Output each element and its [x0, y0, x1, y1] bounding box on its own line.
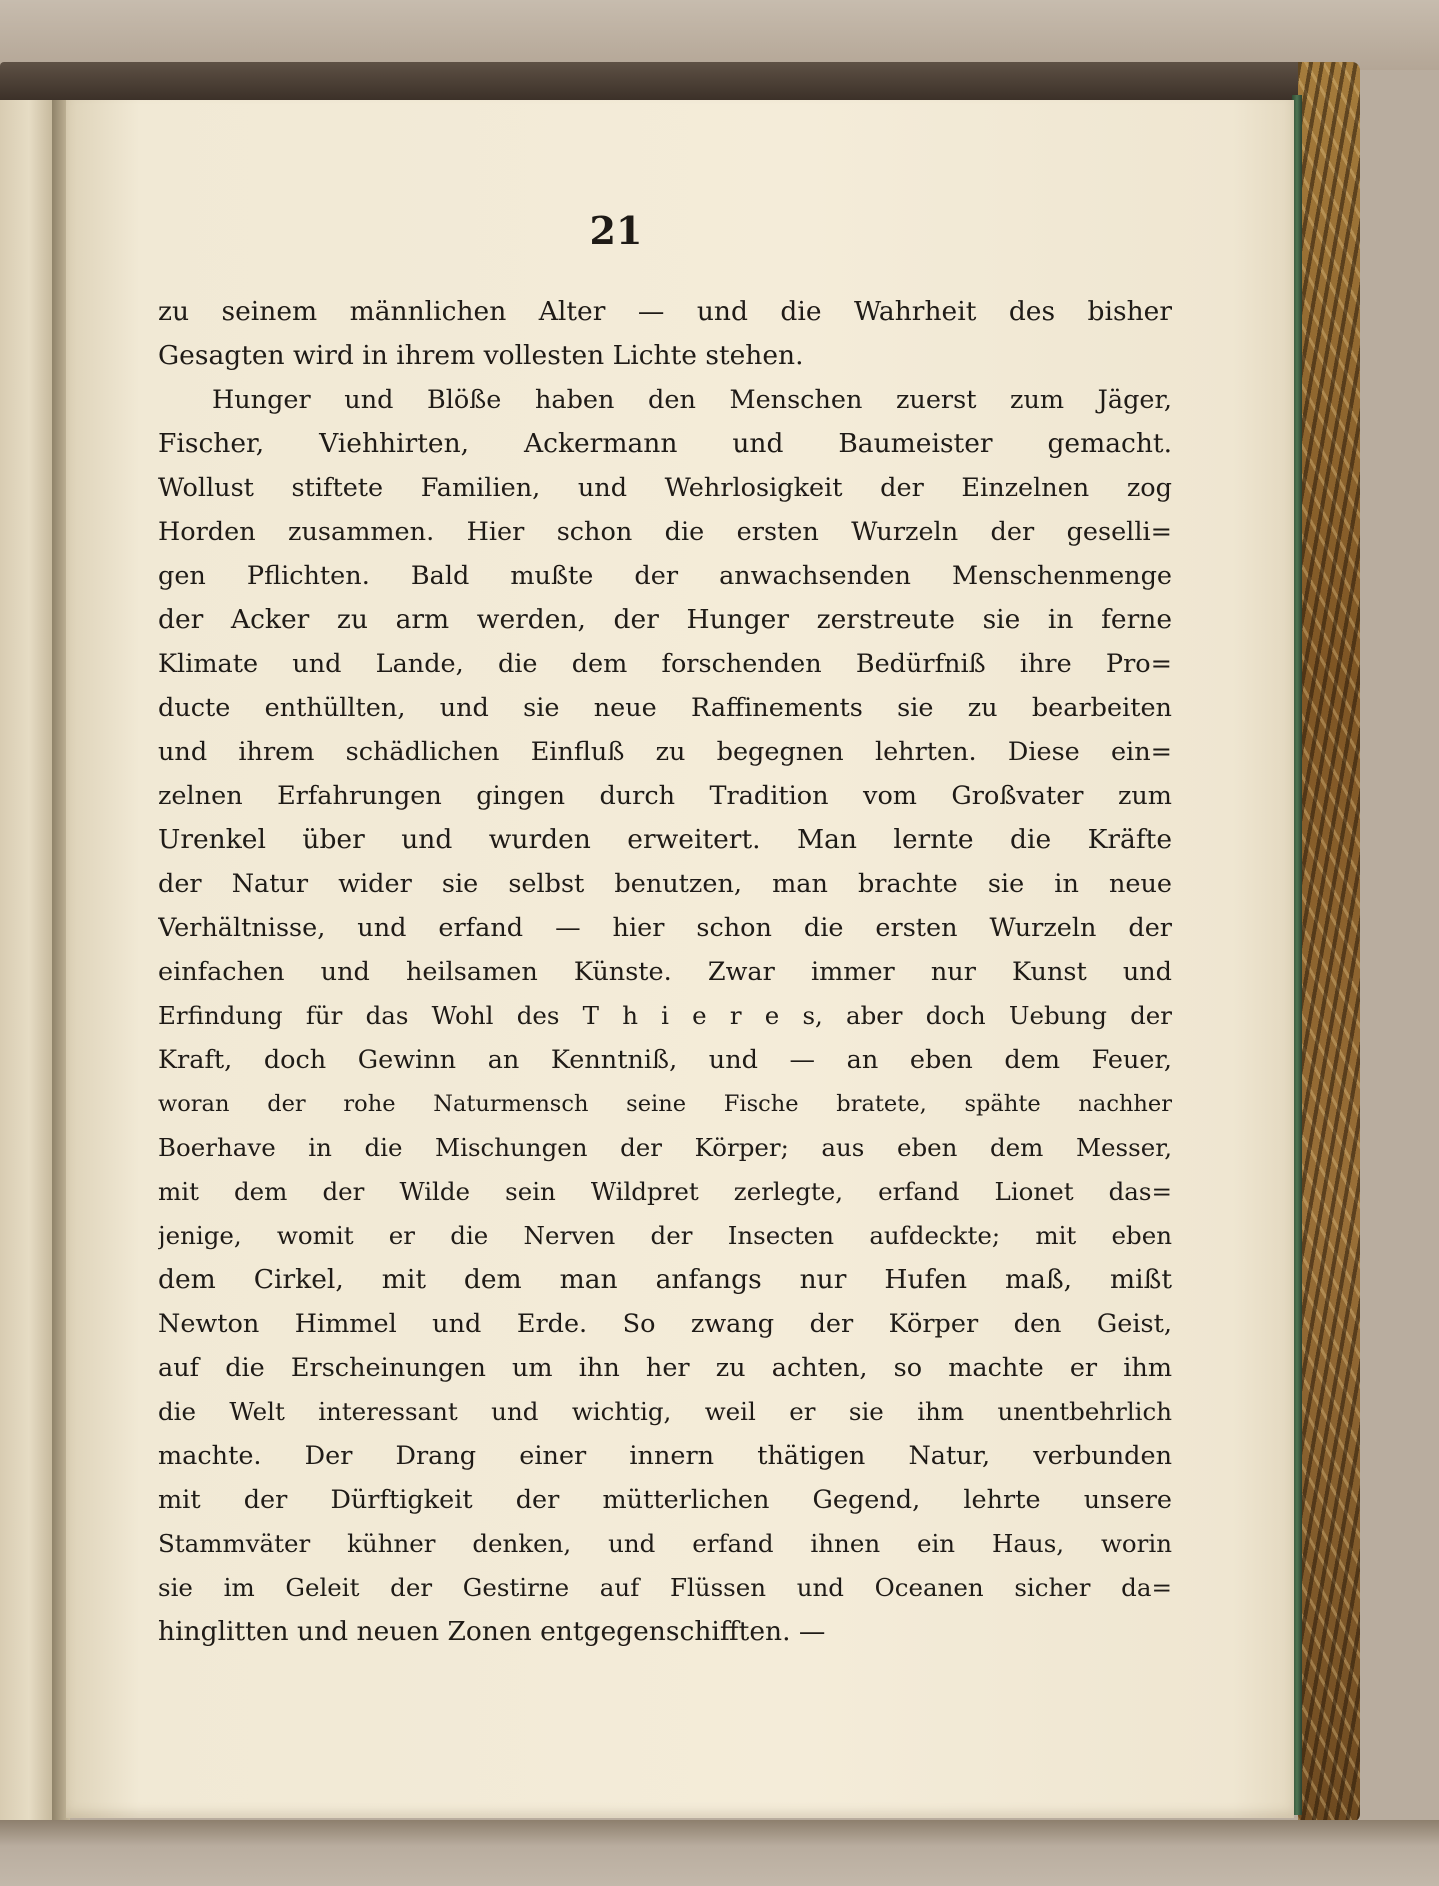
left-page-edge [0, 100, 58, 1820]
text-line: mit dem der Wilde sein Wildpret zerlegte, erfand Lionet das= [158, 1177, 1172, 1206]
text-line: die Welt interessant und wichtig, weil er sie ihm unentbehrlich [158, 1397, 1172, 1426]
text-line: dem Cirkel, mit dem man anfangs nur Hufen maß, mißt [158, 1264, 1172, 1295]
text-line: woran der rohe Naturmensch seine Fische bratete, spähte nachher [158, 1091, 1172, 1117]
text-line: Verhältnisse, und erfand — hier schon die ersten Wurzeln der [158, 913, 1172, 943]
text-line: der Acker zu arm werden, der Hunger zerstreute sie in ferne [158, 604, 1172, 635]
text-line: Urenkel über und wurden erweitert. Man lernte die Kräfte [158, 824, 1172, 855]
marbled-cover-edge [1298, 62, 1360, 1822]
text-line: auf die Erscheinungen um ihn her zu achten, so machte er ihm [158, 1353, 1172, 1383]
text-line: Klimate und Lande, die dem forschenden Bedürfniß ihre Pro= [158, 649, 1172, 679]
text-line: Wollust stiftete Familien, und Wehrlosigkeit der Einzelnen zog [158, 473, 1172, 503]
text-line: Fischer, Viehhirten, Ackermann und Baumeister gemacht. [158, 428, 1172, 459]
text-line: Gesagten wird in ihrem vollesten Lichte stehen. [158, 340, 804, 371]
text-line: ducte enthüllten, und sie neue Raffinements sie zu bearbeiten [158, 693, 1172, 723]
text-line: gen Pflichten. Bald mußte der anwachsenden Menschenmenge [158, 561, 1172, 591]
text-line: einfachen und heilsamen Künste. Zwar immer nur Kunst und [158, 957, 1172, 987]
text-line: und ihrem schädlichen Einfluß zu begegnen lehrten. Diese ein= [158, 737, 1172, 767]
background-top [0, 0, 1439, 70]
text-line: hinglitten und neuen Zonen entgegenschifften. — [158, 1616, 826, 1647]
page-text [158, 290, 1172, 1654]
background-bottom [0, 1820, 1439, 1886]
text-line: Boerhave in die Mischungen der Körper; aus eben dem Messer, [158, 1133, 1172, 1162]
text-line: Stammväter kühner denken, und erfand ihnen ein Haus, worin [158, 1529, 1172, 1558]
text-line: jenige, womit er die Nerven der Insecten aufdeckte; mit eben [158, 1221, 1172, 1250]
text-line: sie im Geleit der Gestirne auf Flüssen und Oceanen sicher da= [158, 1573, 1172, 1602]
book-cover-top-edge [0, 62, 1360, 102]
text-line: Hunger und Blöße haben den Menschen zuerst zum Jäger, [212, 385, 1172, 415]
text-line: Erfindung für das Wohl des T h i e r e s, aber doch Uebung der [158, 1001, 1172, 1030]
text-line: zu seinem männlichen Alter — und die Wahrheit des bisher [158, 296, 1172, 327]
text-line: zelnen Erfahrungen gingen durch Tradition vom Großvater zum [158, 781, 1172, 811]
text-line: mit der Dürftigkeit der mütterlichen Gegend, lehrte unsere [158, 1485, 1172, 1515]
text-line: Kraft, doch Gewinn an Kenntniß, und — an eben dem Feuer, [158, 1045, 1172, 1075]
text-line: der Natur wider sie selbst benutzen, man brachte sie in neue [158, 869, 1172, 899]
text-line: Newton Himmel und Erde. So zwang der Körper den Geist, [158, 1309, 1172, 1339]
book-page [66, 100, 1294, 1818]
text-line: Horden zusammen. Hier schon die ersten Wurzeln der geselli= [158, 517, 1172, 547]
page-number: 21 [589, 208, 643, 253]
text-line: machte. Der Drang einer innern thätigen Natur, verbunden [158, 1441, 1172, 1471]
